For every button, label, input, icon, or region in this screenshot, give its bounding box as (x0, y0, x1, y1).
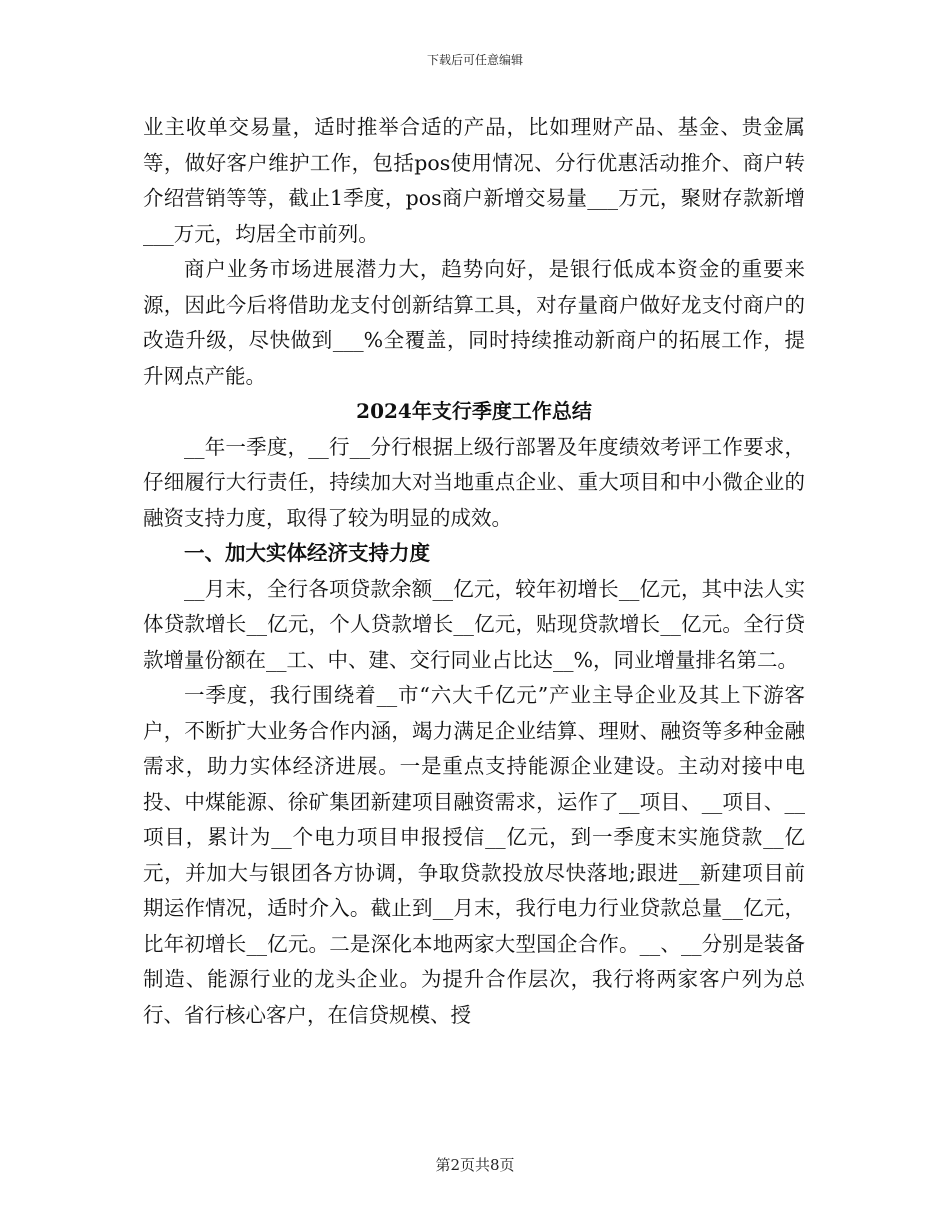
document-body (143, 110, 805, 1033)
document-title: 2024年支行季度工作总结 (356, 399, 592, 423)
page-header-note: 下载后可任意编辑 (426, 53, 523, 67)
paragraph-q1-details: 一季度，我行围绕着__市“六大千亿元”产业主导企业及其上下游客户，不断扩大业务合作内涵，竭力满足企业结算、理财、融资等多种金融需求，助力实体经济进展。一是重点支持能源企业建设。主动对接中电投、中煤能源、徐矿集团新建项目融资需求，运作了__项目、__项目、__项目，累计为__个电力项目申报授信__亿元，到一季度末实施贷款__亿元，并加大与银团各方协调，争取贷款投放尽快落地;跟进__新建项目前期运作情况，适时介入。截止到__月末，我行电力行业贷款总量__亿元，比年初增长__亿元。二是深化本地两家大型国企合作。__、__分别是装备制造、能源行业的龙头企业。为提升合作层次，我行将两家客户列为总行、省行核心客户，在信贷规模、授 (143, 683, 805, 1027)
paragraph-merchant-business: 商户业务市场进展潜力大，趋势向好，是银行低成本资金的重要来源，因此今后将借助龙支付创新结算工具，对存量商户做好龙支付商户的改造升级，尽快做到___%全覆盖，同时持续推动新商户的拓展工作，提升网点产能。 (143, 257, 805, 388)
page-number-footer: 第2页共8页 (435, 1156, 515, 1174)
section-heading: 一、加大实体经济支持力度 (184, 541, 430, 565)
paragraph-continuation: 业主收单交易量，适时推举合适的产品，比如理财产品、基金、贵金属等，做好客户维护工作，包括pos使用情况、分行优惠活动推介、商户转介绍营销等等，截止1季度，pos商户新增交易量___万元，聚财存款新增___万元，均居全市前列。 (143, 115, 805, 246)
paragraph-intro: __年一季度，__行__分行根据上级行部署及年度绩效考评工作要求，仔细履行大行责任，持续加大对当地重点企业、重大项目和中小微企业的融资支持力度，取得了较为明显的成效。 (143, 434, 805, 530)
paragraph-loan-summary: __月末，全行各项贷款余额__亿元，较年初增长__亿元，其中法人实体贷款增长__亿元，个人贷款增长__亿元，贴现贷款增长__亿元。全行贷款增量份额在__工、中、建、交行同业占比达__%，同业增量排名第二。 (143, 576, 805, 672)
